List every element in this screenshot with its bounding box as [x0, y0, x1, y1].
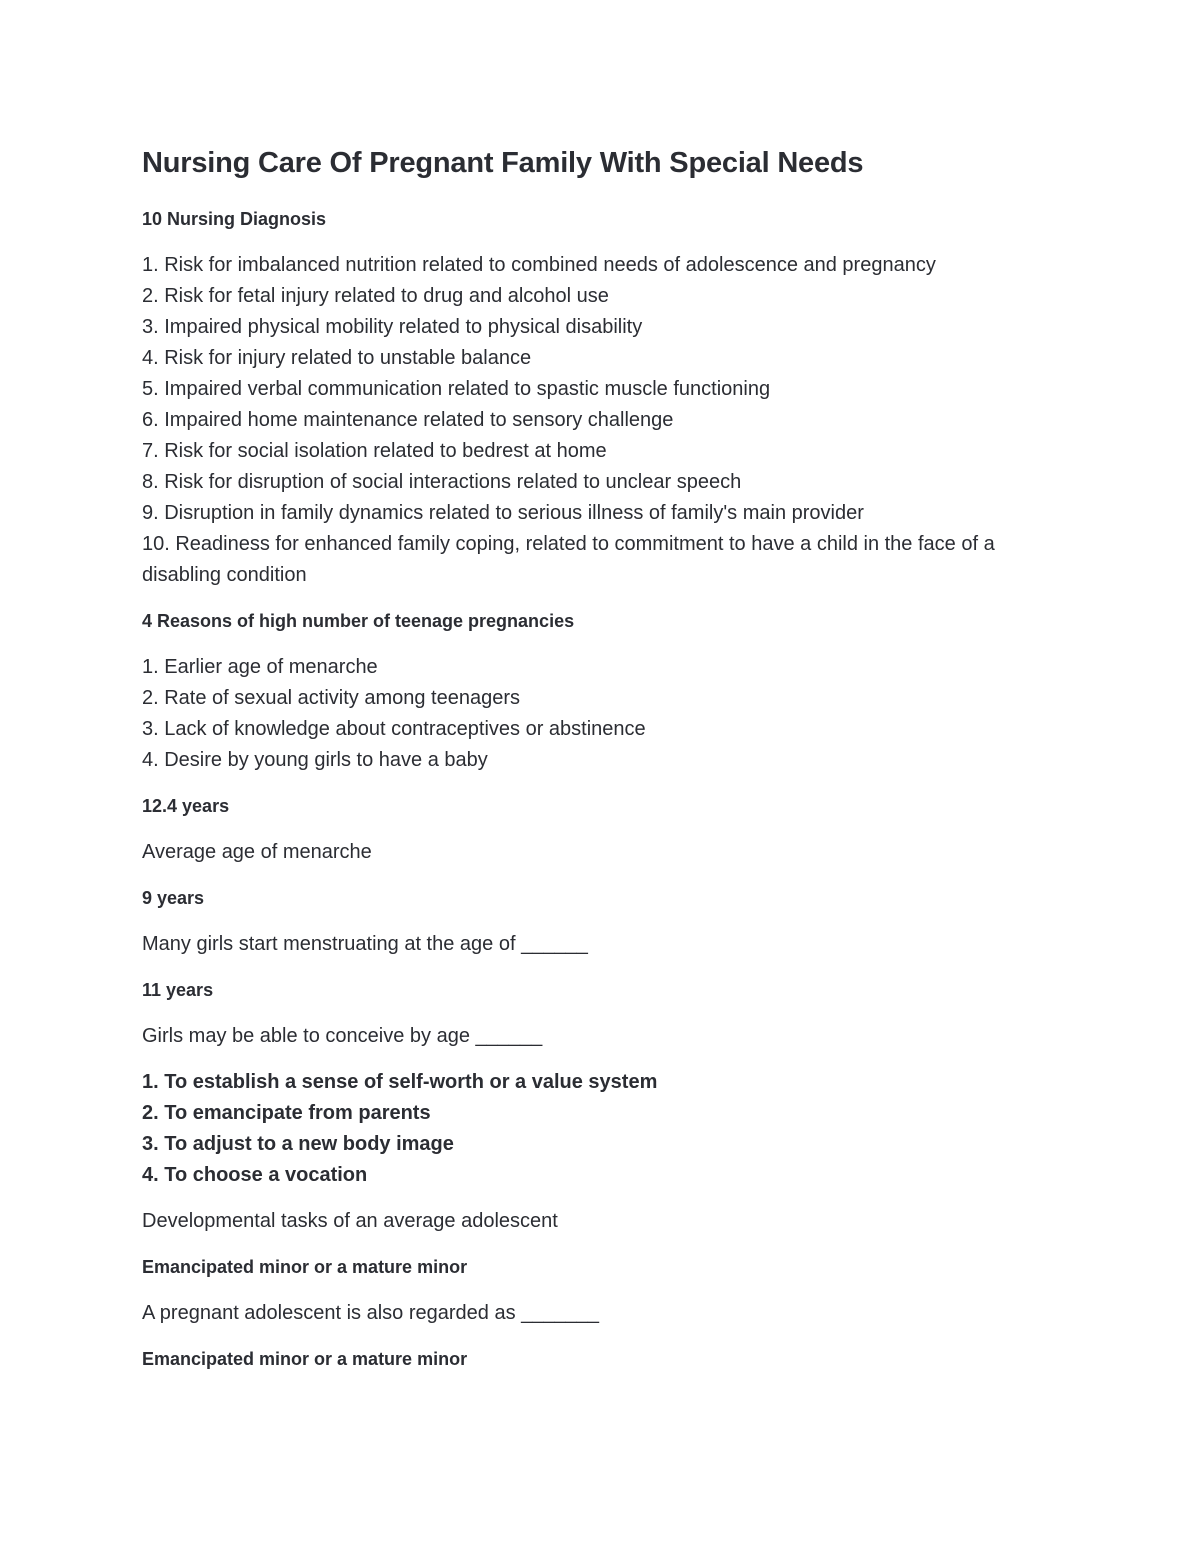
card-question: Girls may be able to conceive by age ______ [142, 1025, 543, 1047]
list-item: 4. Desire by young girls to have a baby [142, 749, 488, 771]
tasks-list [142, 1067, 1062, 1191]
list-item: 4. Risk for injury related to unstable balance [142, 347, 532, 369]
list-item: 1. Risk for imbalanced nutrition related to combined needs of adolescence and pregnancy [142, 254, 936, 276]
diagnosis-list [142, 250, 1062, 591]
minor-answer-repeat: Emancipated minor or a mature minor [142, 1349, 468, 1369]
minor-answer: Emancipated minor or a mature minor [142, 1257, 468, 1277]
list-item: 1. To establish a sense of self-worth or a value system [142, 1071, 658, 1093]
document-page [142, 140, 1062, 1390]
card-question: Many girls start menstruating at the age of ______ [142, 933, 588, 955]
list-item: 7. Risk for social isolation related to bedrest at home [142, 440, 607, 462]
card-answer: 11 years [142, 980, 214, 1000]
list-item: 3. Lack of knowledge about contraceptives or abstinence [142, 718, 646, 740]
list-item: 2. To emancipate from parents [142, 1102, 431, 1124]
reasons-list [142, 652, 1062, 776]
document-title: Nursing Care Of Pregnant Family With Special Needs [142, 147, 864, 179]
reasons-heading: 4 Reasons of high number of teenage pregnancies [142, 611, 575, 631]
diagnosis-heading: 10 Nursing Diagnosis [142, 209, 327, 229]
list-item: 6. Impaired home maintenance related to sensory challenge [142, 409, 674, 431]
list-item: 1. Earlier age of menarche [142, 656, 378, 678]
list-item: 10. Readiness for enhanced family coping, related to commitment to have a child in the face of a disabling condition [142, 533, 995, 586]
list-item: 3. Impaired physical mobility related to physical disability [142, 316, 643, 338]
list-item: 4. To choose a vocation [142, 1164, 368, 1186]
list-item: 8. Risk for disruption of social interactions related to unclear speech [142, 471, 742, 493]
card-answer: 9 years [142, 888, 205, 908]
card-answer: 12.4 years [142, 796, 230, 816]
list-item: 3. To adjust to a new body image [142, 1133, 454, 1155]
list-item: 2. Rate of sexual activity among teenagers [142, 687, 520, 709]
card-question: Average age of menarche [142, 841, 372, 863]
list-item: 2. Risk for fetal injury related to drug and alcohol use [142, 285, 609, 307]
minor-question: A pregnant adolescent is also regarded as _______ [142, 1302, 600, 1324]
tasks-question: Developmental tasks of an average adolescent [142, 1210, 558, 1232]
list-item: 9. Disruption in family dynamics related to serious illness of family's main provider [142, 502, 864, 524]
list-item: 5. Impaired verbal communication related to spastic muscle functioning [142, 378, 771, 400]
